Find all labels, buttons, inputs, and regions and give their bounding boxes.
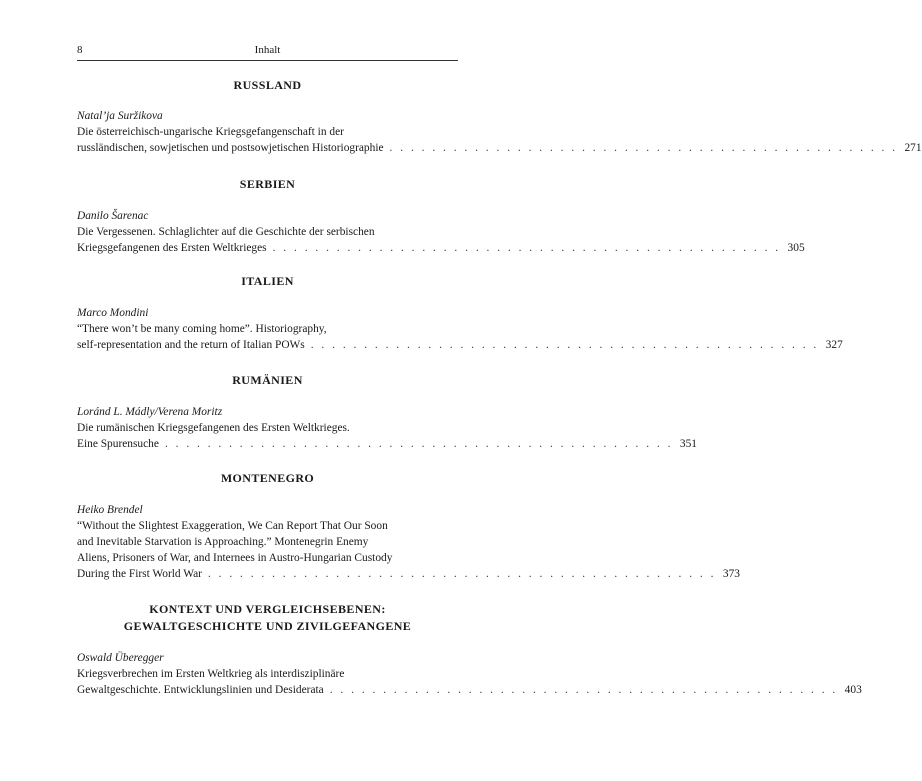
dot-leader: . . . . . . . . . . . . . . . . . . . . . . . . . . . . . . . . . . . . . . . . . . . . . . . . [272, 242, 781, 254]
section-heading-kontext-line-1: KONTEXT UND VERGLEICHSEBENEN: [149, 602, 386, 616]
entry-title-last-line [77, 682, 862, 698]
entry-title-line: “There won’t be many coming home”. Historiography, [77, 323, 327, 335]
entry-page-number: 305 [787, 242, 805, 254]
dot-leader: . . . . . . . . . . . . . . . . . . . . . . . . . . . . . . . . . . . . . . . . . . . . . . . . [329, 684, 838, 696]
section-heading-rumaenien: RUMÄNIEN [232, 373, 303, 387]
entry-title-last-line [77, 566, 740, 582]
toc-entry-rumaenien[interactable] [77, 404, 697, 452]
section-heading-montenegro: MONTENEGRO [220, 471, 315, 485]
dot-leader: . . . . . . . . . . . . . . . . . . . . . . . . . . . . . . . . . . . . . . . . . . . . . . . . [207, 568, 716, 580]
running-header [77, 42, 458, 61]
entry-author: Oswald Überegger [77, 652, 164, 664]
dot-leader: . . . . . . . . . . . . . . . . . . . . . . . . . . . . . . . . . . . . . . . . . . . . . . . . [164, 438, 673, 450]
entry-author: Loránd L. Mádly/Verena Moritz [77, 406, 223, 418]
entry-title-line: Die Vergessenen. Schlaglichter auf die Geschichte der serbischen [77, 226, 375, 238]
entry-title-line: “Without the Slightest Exaggeration, We Can Report That Our Soon [77, 520, 388, 532]
toc-entry-kontext[interactable] [77, 650, 862, 698]
entry-title-line: Aliens, Prisoners of War, and Internees in Austro-Hungarian Custody [77, 552, 393, 564]
entry-page-number: 403 [844, 684, 862, 696]
entry-title-line: Kriegsverbrechen im Ersten Weltkrieg als interdisziplinäre [77, 668, 345, 680]
entry-author: Natal’ja Suržikova [77, 110, 163, 122]
entry-title-line: and Inevitable Starvation is Approaching.” Montenegrin Enemy [77, 536, 369, 548]
page-number: 8 [77, 44, 83, 56]
entry-title-line: Die rumänischen Kriegsgefangenen des Ersten Weltkrieges. [77, 422, 350, 434]
dot-leader: . . . . . . . . . . . . . . . . . . . . . . . . . . . . . . . . . . . . . . . . . . . . . . . . [389, 142, 898, 154]
entry-title-last-line [77, 436, 697, 452]
entry-title-text: Gewaltgeschichte. Entwicklungslinien und Desiderata [77, 684, 324, 696]
entry-page-number: 373 [722, 568, 740, 580]
entry-title-line: Die österreichisch-ungarische Kriegsgefangenschaft in der [77, 126, 344, 138]
toc-entry-italien[interactable] [77, 305, 843, 353]
section-heading-serbien: SERBIEN [239, 177, 296, 191]
dot-leader: . . . . . . . . . . . . . . . . . . . . . . . . . . . . . . . . . . . . . . . . . . . . . . . . [310, 339, 819, 351]
entry-title-text: russländischen, sowjetischen und postsowjetischen Historiographie [77, 142, 384, 154]
entry-title-text: self-representation and the return of Italian POWs [77, 339, 305, 351]
toc-entry-russland[interactable] [77, 108, 922, 156]
entry-author: Danilo Šarenac [77, 210, 149, 222]
running-title: Inhalt [254, 44, 281, 56]
toc-entry-montenegro[interactable] [77, 502, 740, 582]
entry-page-number: 351 [679, 438, 697, 450]
section-heading-italien: ITALIEN [241, 274, 294, 288]
entry-title-last-line [77, 240, 805, 256]
toc-entry-serbien[interactable] [77, 208, 805, 256]
section-heading-russland: RUSSLAND [233, 78, 302, 92]
entry-author: Marco Mondini [77, 307, 149, 319]
entry-title-text: Eine Spurensuche [77, 438, 159, 450]
entry-title-last-line [77, 140, 922, 156]
entry-title-text: During the First World War [77, 568, 202, 580]
section-heading-kontext-line-2: GEWALTGESCHICHTE UND ZIVILGEFANGENE [123, 619, 412, 633]
entry-page-number: 271 [904, 142, 922, 154]
entry-page-number: 327 [825, 339, 843, 351]
entry-title-text: Kriegsgefangenen des Ersten Weltkrieges [77, 242, 267, 254]
entry-author: Heiko Brendel [77, 504, 143, 516]
entry-title-last-line [77, 337, 843, 353]
